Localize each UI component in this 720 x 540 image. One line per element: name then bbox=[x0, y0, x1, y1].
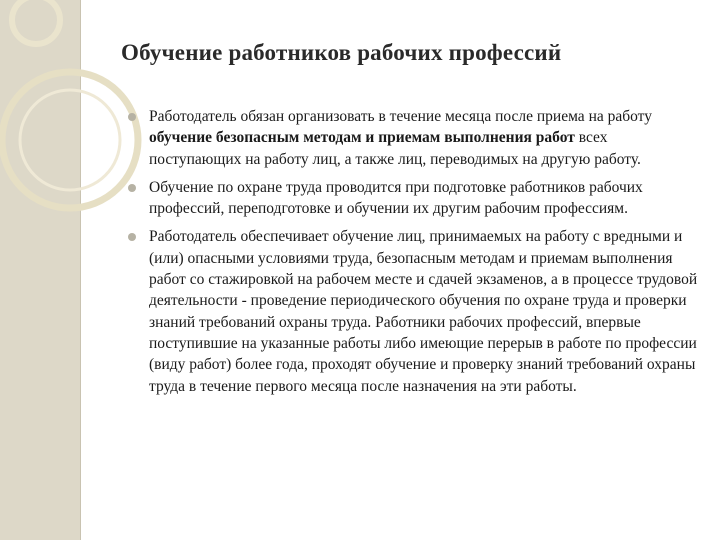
bullet-text: Обучение по охране труда проводится при подготовке работников рабочих профессий, переподготовке и обучении их другим рабочим профессиям. bbox=[149, 178, 643, 218]
left-decorative-band bbox=[0, 0, 80, 540]
bullet-dot-icon bbox=[128, 113, 136, 121]
band-divider bbox=[80, 0, 81, 540]
slide-title: Обучение работников рабочих профессий bbox=[121, 40, 562, 65]
bullet-item bbox=[128, 226, 702, 396]
bullet-dot-icon bbox=[128, 233, 136, 241]
bullet-text: всех поступающих на работу лиц, а также лиц, переводимых на другую работу. bbox=[149, 129, 641, 168]
bullet-text: Работодатель обязан организовать в течение месяца после приема на работу bbox=[149, 108, 652, 125]
bullet-bold-text: обучение безопасным методам и приемам выполнения работ bbox=[149, 129, 575, 147]
bullet-list bbox=[128, 106, 702, 404]
bullet-item bbox=[128, 106, 702, 170]
bullet-dot-icon bbox=[128, 184, 136, 192]
bullet-item bbox=[128, 177, 702, 220]
bullet-text: Работодатель обеспечивает обучение лиц, принимаемых на работу с вредными и (или) опасными условиями труда, безопасным методам и приемам выполнения работ со стажировкой на рабочем месте и сдачей экзаменов, а в процессе трудовой деятельности - проведение периодического обучения по охране труда и проверки знаний требований охраны труда. Работники рабочих профессий, впервые поступившие на указанные работы либо имеющие перерыв в работе по профессии (виду работ) более года, проходят обучение и проверку знаний требований охраны труда в течение первого месяца после назначения на эти работы. bbox=[149, 228, 698, 395]
